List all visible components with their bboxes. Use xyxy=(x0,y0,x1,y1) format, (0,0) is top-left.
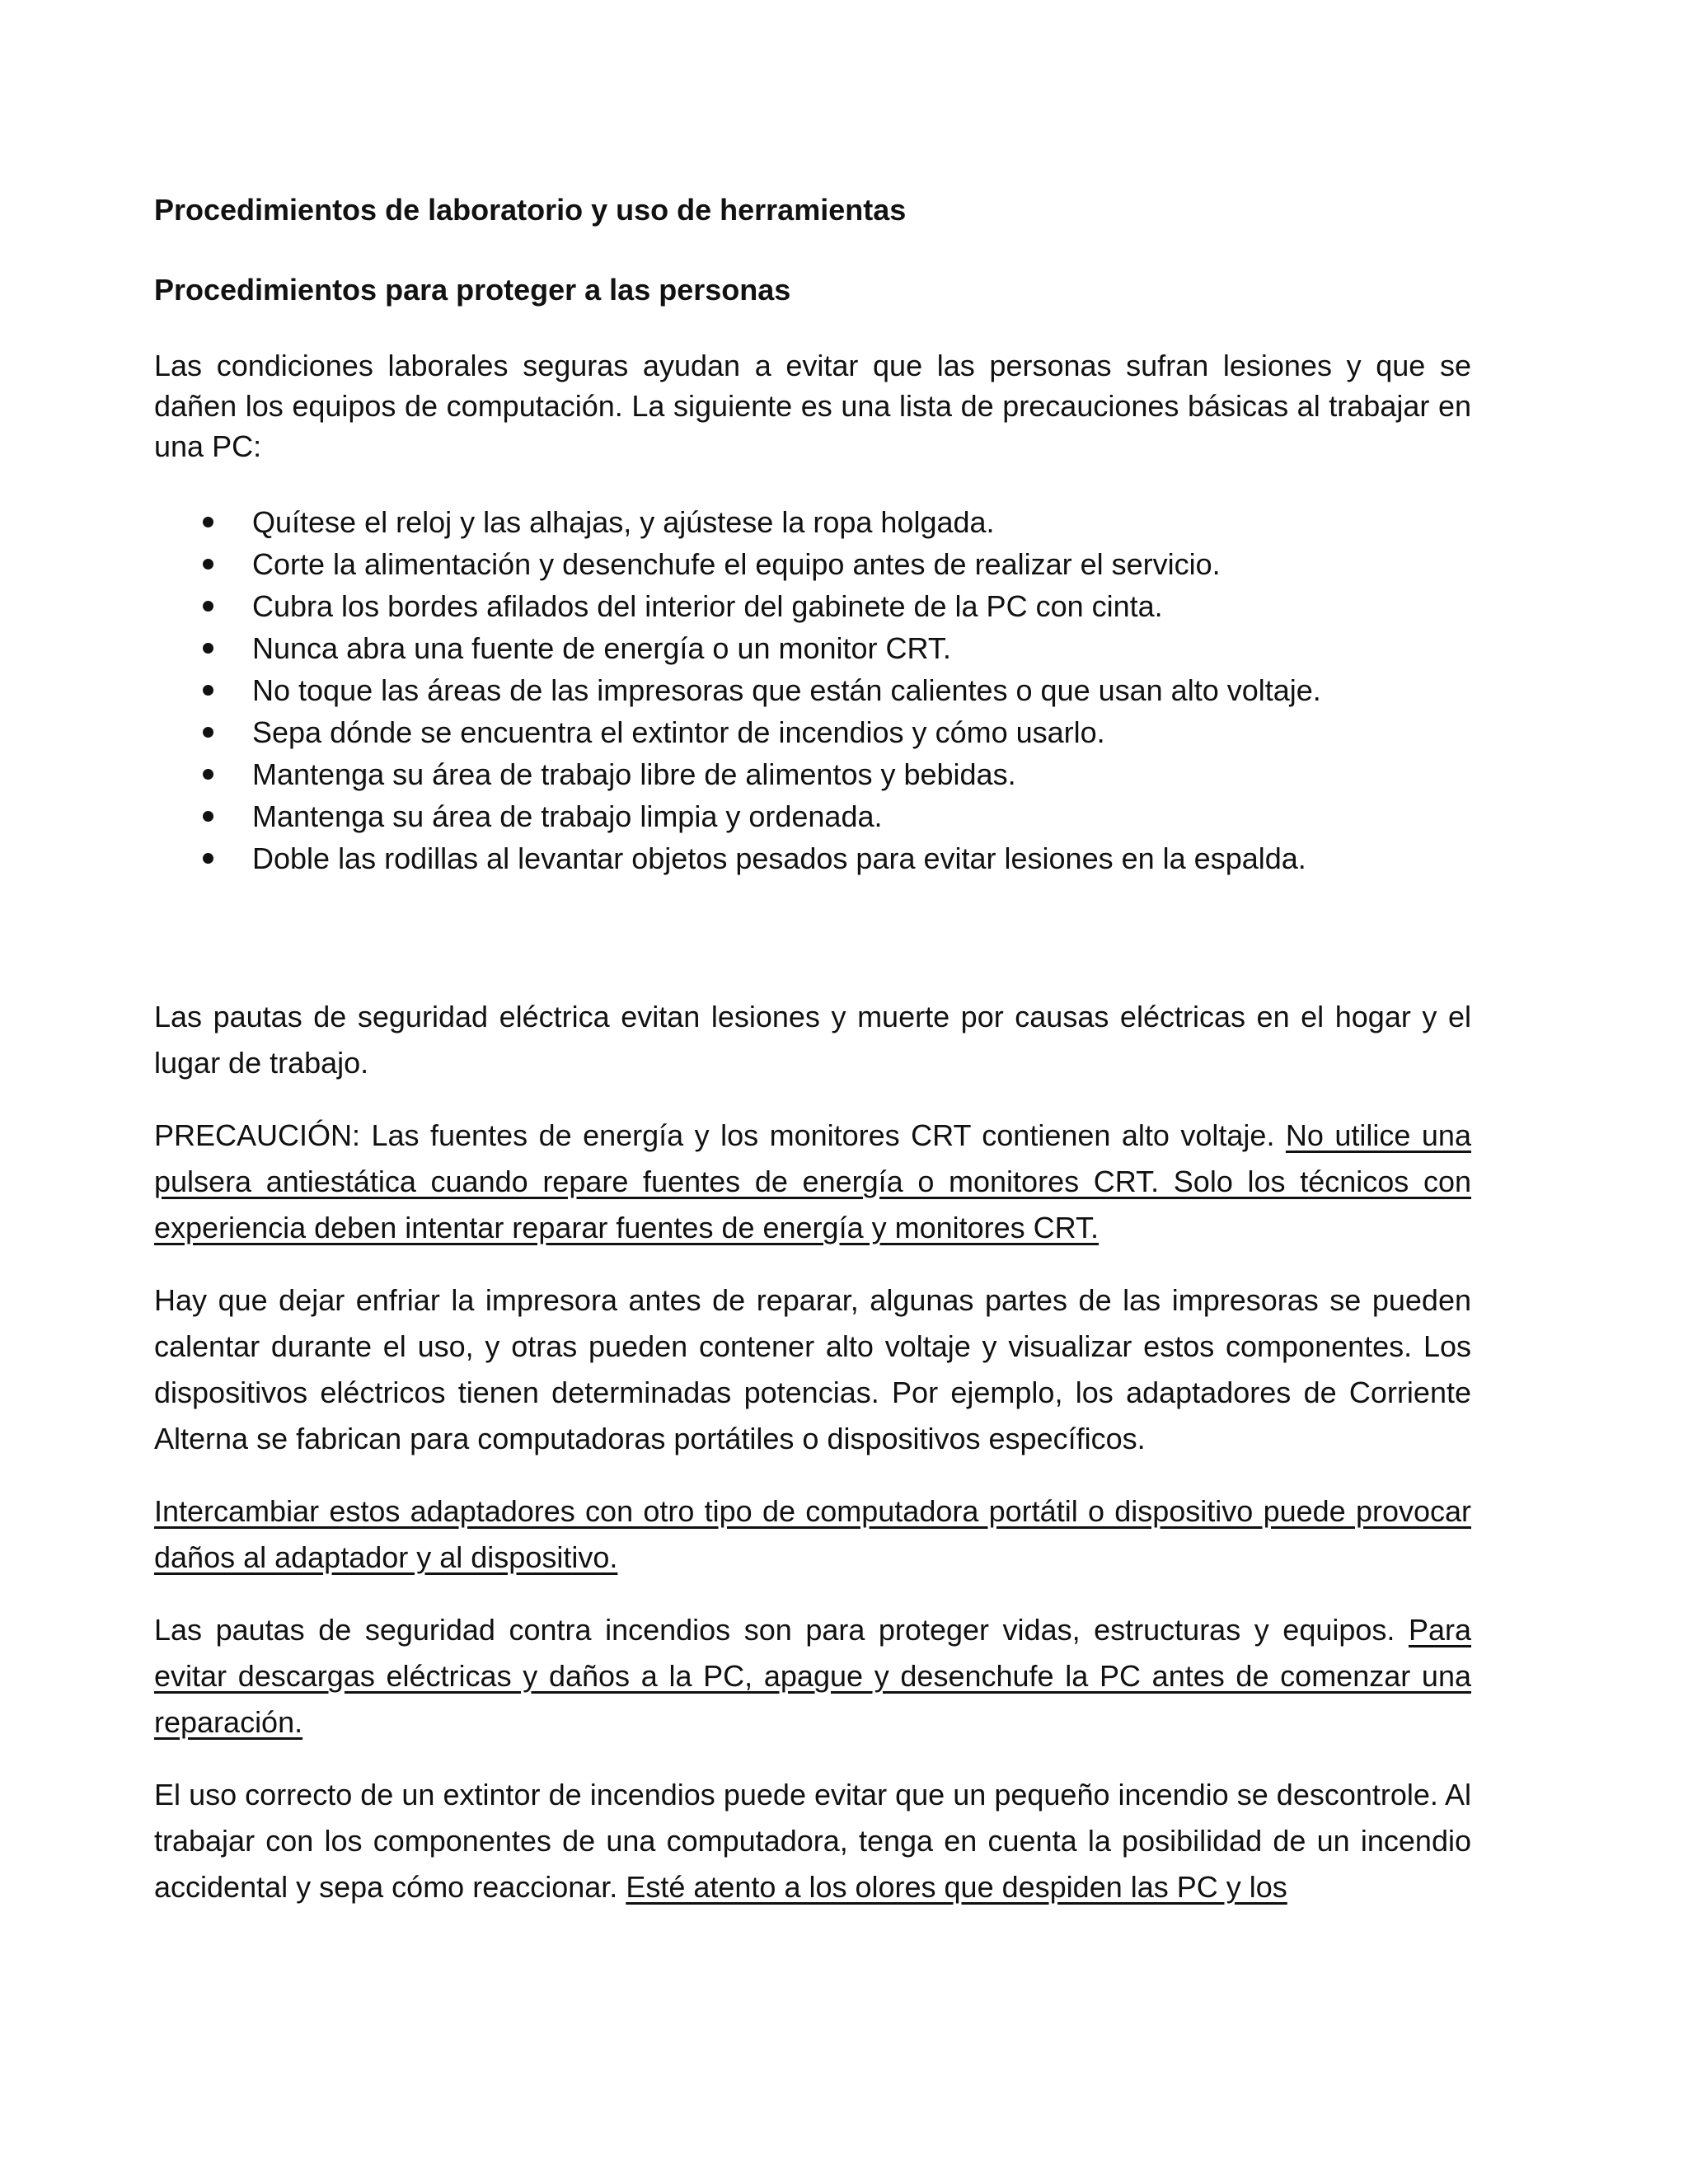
list-item: Sepa dónde se encuentra el extintor de incendios y cómo usarlo. xyxy=(154,711,1471,753)
precaution-paragraph: PRECAUCIÓN: Las fuentes de energía y los monitores CRT contienen alto voltaje. No utilice una pulsera antiestática cuando repare fuentes de energía o monitores CRT. Solo los técnicos con experiencia deben intentar reparar fuentes de energía y monitores CRT. xyxy=(154,1118,1471,1244)
list-item: Nunca abra una fuente de energía o un monitor CRT. xyxy=(154,627,1471,669)
list-item: Cubra los bordes afilados del interior del gabinete de la PC con cinta. xyxy=(154,585,1471,627)
list-item: Mantenga su área de trabajo libre de alimentos y bebidas. xyxy=(154,753,1471,795)
bullet-icon xyxy=(203,643,213,654)
list-item: Doble las rodillas al levantar objetos pesados para evitar lesiones en la espalda. xyxy=(154,837,1471,879)
document-title: Procedimientos de laboratorio y uso de herramientas xyxy=(154,193,907,227)
list-item: Corte la alimentación y desenchufe el equipo antes de realizar el servicio. xyxy=(154,543,1471,585)
section-heading: Procedimientos para proteger a las personas xyxy=(154,273,791,307)
bullet-icon xyxy=(203,559,213,569)
extinguisher-underlined-text: Esté atento a los olores que despiden las PC y los xyxy=(626,1870,1287,1904)
precautions-list xyxy=(154,501,1471,879)
list-item: Mantenga su área de trabajo limpia y ordenada. xyxy=(154,795,1471,837)
bullet-icon xyxy=(203,853,213,864)
printer-paragraph: Hay que dejar enfriar la impresora antes de reparar, algunas partes de las impresoras se pueden calentar durante el uso, y otras pueden contener alto voltaje y visualizar estos componentes. Los dispositivos eléctricos tienen determinadas potencias. Por ejemplo, los adaptadores de Corriente Alterna se fabrican para computadoras portátiles o dispositivos específicos. xyxy=(154,1283,1471,1455)
document-page xyxy=(154,190,1471,1937)
fire-safety-paragraph: Las pautas de seguridad contra incendios son para proteger vidas, estructuras y equipos. Para evitar descargas eléctricas y daños a la PC, apague y desenchufe la PC antes de comenzar una reparación. xyxy=(154,1613,1471,1739)
bullet-icon xyxy=(203,727,213,738)
precaution-underlined-text: No utilice una pulsera antiestática cuando repare fuentes de energía o monitores CRT. Solo los técnicos con experiencia deben intentar reparar fuentes de energía y monitores CRT. xyxy=(154,1118,1471,1244)
list-item: No toque las áreas de las impresoras que están calientes o que usan alto voltaje. xyxy=(154,669,1471,711)
bullet-icon xyxy=(203,601,213,612)
electrical-paragraph: Las pautas de seguridad eléctrica evitan lesiones y muerte por causas eléctricas en el hogar y el lugar de trabajo. xyxy=(154,1000,1471,1080)
extinguisher-paragraph: El uso correcto de un extintor de incendios puede evitar que un pequeño incendio se descontrole. Al trabajar con los componentes de una computadora, tenga en cuenta la posibilidad de un incendio accidental y sepa cómo reaccionar. Esté atento a los olores que despiden las PC y los xyxy=(154,1778,1471,1904)
bullet-icon xyxy=(203,811,213,822)
intro-paragraph: Las condiciones laborales seguras ayudan a evitar que las personas sufran lesiones y que se dañen los equipos de computación. La siguiente es una lista de precauciones básicas al trabajar en una PC: xyxy=(154,349,1471,463)
adapters-warning-paragraph: Intercambiar estos adaptadores con otro tipo de computadora portátil o dispositivo puede provocar daños al adaptador y al dispositivo. xyxy=(154,1494,1471,1574)
fire-underlined-text: Para evitar descargas eléctricas y daños a la PC, apague y desenchufe la PC antes de comenzar una reparación. xyxy=(154,1613,1471,1739)
bullet-icon xyxy=(203,517,213,527)
bullet-icon xyxy=(203,769,213,780)
bullet-icon xyxy=(203,685,213,696)
list-item: Quítese el reloj y las alhajas, y ajústese la ropa holgada. xyxy=(154,501,1471,543)
